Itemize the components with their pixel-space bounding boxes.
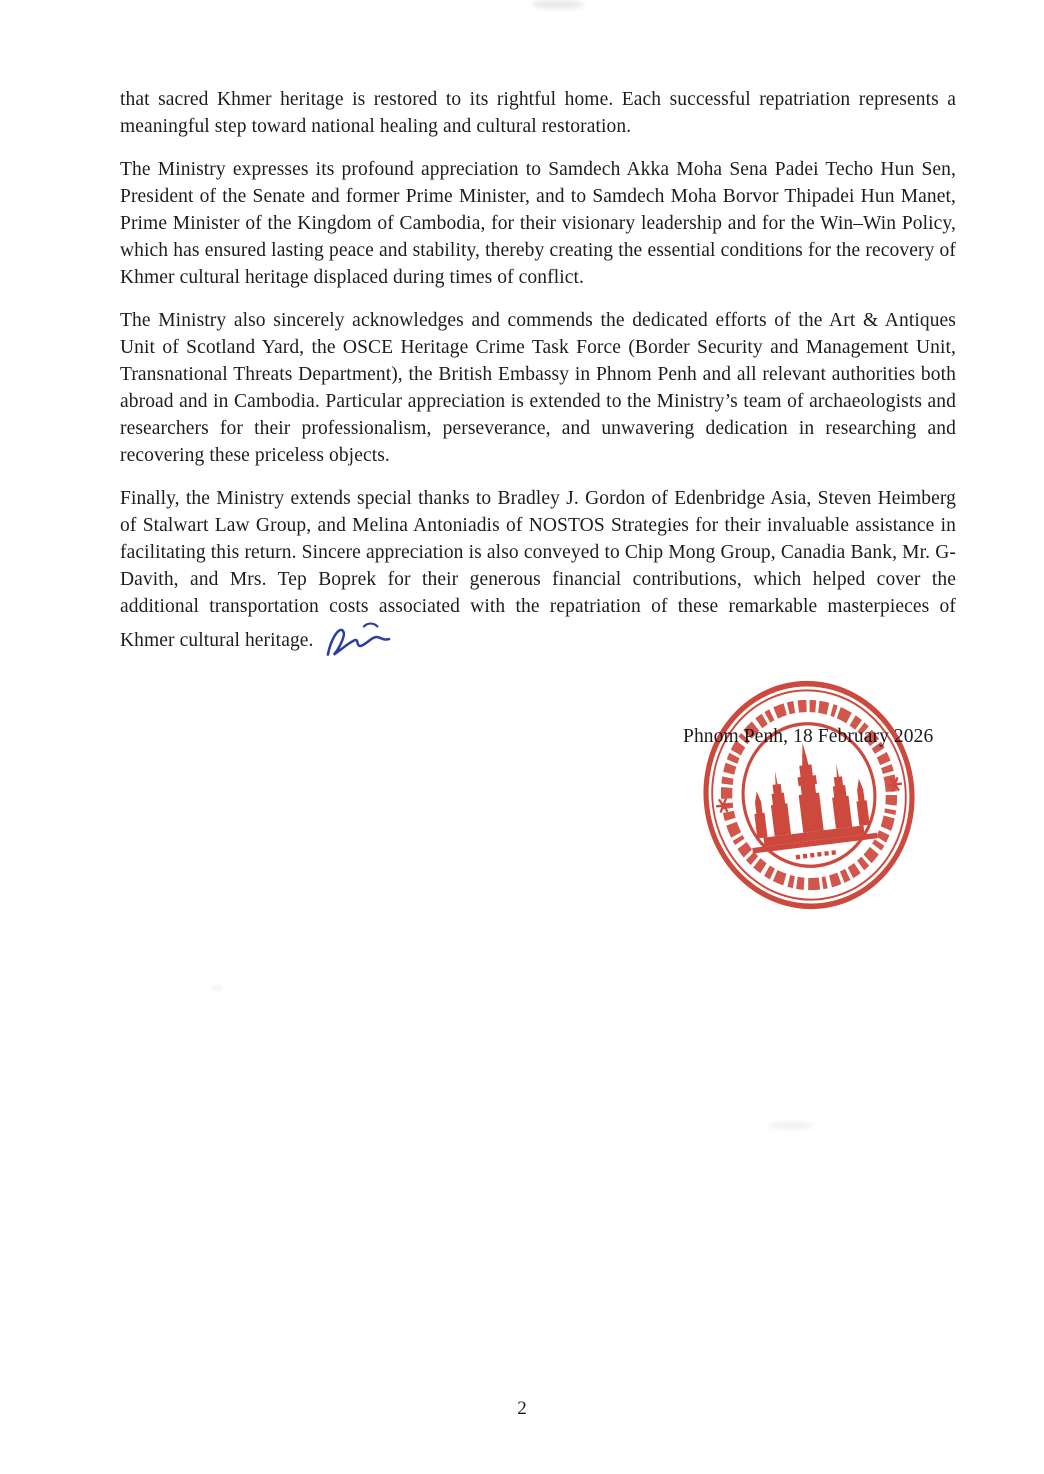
paragraph-4-text: Finally, the Ministry extends special thanks to Bradley J. Gordon of Edenbridge Asia, Steven Heimberg of Stalwart Law Group, and Melina Antoniadis of NOSTOS Strategies for their invaluable assistance in facilitating this return. Sincere appreciation is also conveyed to Chip Mong Group, Canadia Bank, Mr. G-Davith, and Mrs. Tep Boprek for their generous financial contributions, which helped cover the additional transportation costs associated with the repatriation of these remarkable masterpieces of Khmer cultural heritage. xyxy=(120,488,956,651)
paragraph-2: The Ministry expresses its profound appreciation to Samdech Akka Moha Sena Padei Techo Hun Sen, President of the Senate and former Prime Minister, and to Samdech Moha Borvor Thipadei Hun Manet, Prime Minister of the Kingdom of Cambodia, for their visionary leadership and for the Win–Win Policy, which has ensured lasting peace and stability, thereby creating the essential conditions for the recovery of Khmer cultural heritage displaced during times of conflict. xyxy=(120,159,956,288)
letter-body xyxy=(120,86,956,688)
page-number: 2 xyxy=(517,1398,527,1419)
paragraph-4 xyxy=(120,485,956,672)
scan-artifact xyxy=(768,1122,814,1129)
scan-artifact xyxy=(532,0,584,9)
dateline: Phnom Penh, 18 February 2026 xyxy=(683,726,934,747)
seal-star-left xyxy=(715,798,731,813)
scan-artifact xyxy=(212,985,222,991)
angkor-wat-silhouette xyxy=(740,735,877,853)
signature-icon xyxy=(324,620,392,672)
paragraph-3: The Ministry also sincerely acknowledges and commends the dedicated efforts of the Art & Antiques Unit of Scotland Yard, the OSCE Heritage Crime Task Force (Border Security and Management Unit, Transnational Threats Department), the British Embassy in Phnom Penh and all relevant authorities both abroad and in Cambodia. Particular appreciation is extended to the Ministry’s team of archaeologists and researchers for their professionalism, perseverance, and unwavering dedication in researching and recovering these priceless objects. xyxy=(120,310,956,466)
royal-seal-stamp-icon xyxy=(688,666,931,925)
paragraph-1: that sacred Khmer heritage is restored to its rightful home. Each successful repatriation represents a meaningful step toward national healing and cultural restoration. xyxy=(120,89,956,137)
